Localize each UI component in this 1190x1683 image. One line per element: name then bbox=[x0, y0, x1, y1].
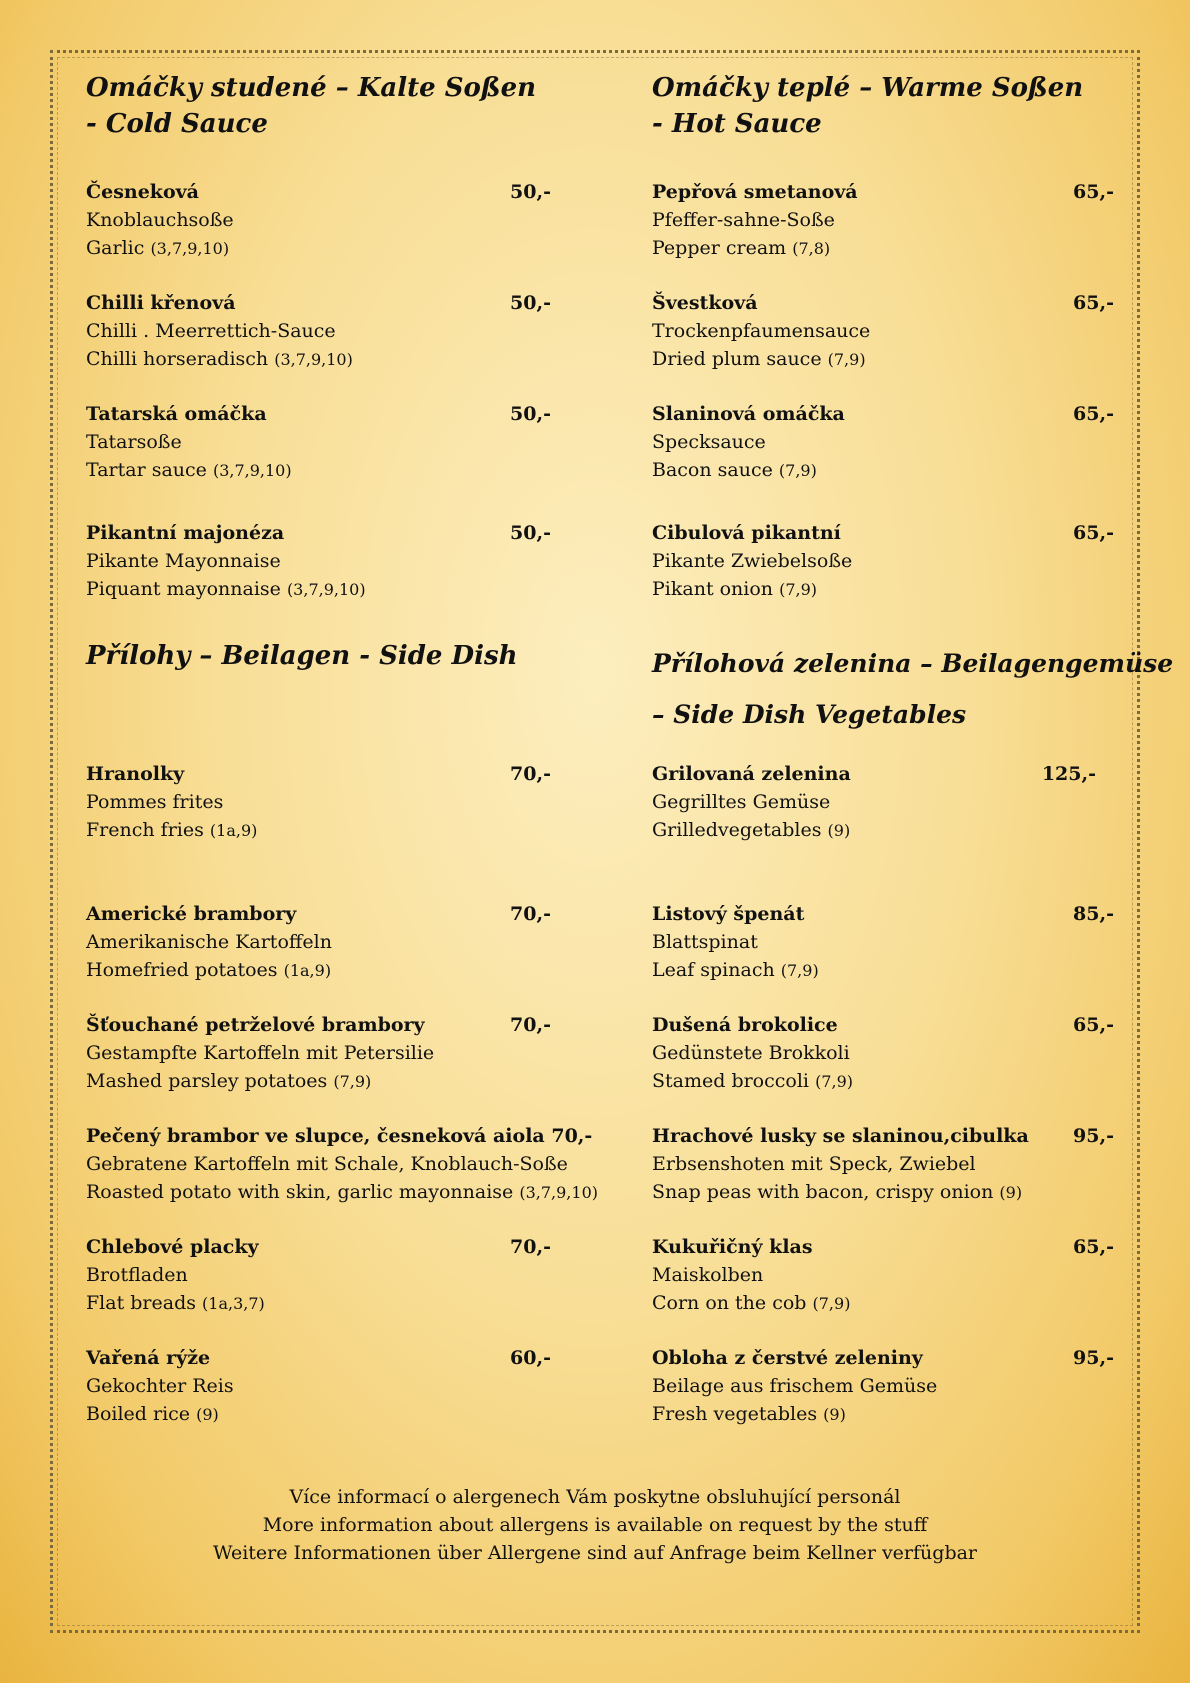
menu-item bbox=[652, 1122, 1114, 1207]
item-allergens: (3,7,9,10) bbox=[212, 461, 292, 480]
item-allergens: (1a,9) bbox=[209, 821, 258, 840]
item-german: Pikante Zwiebelsoße bbox=[652, 550, 853, 572]
item-price: 65,- bbox=[1073, 1236, 1114, 1258]
item-english: Chilli horseradisch bbox=[86, 348, 269, 370]
allergen-footer bbox=[0, 1483, 1190, 1567]
hot-sauce-heading bbox=[652, 70, 1114, 142]
item-price: 50,- bbox=[510, 403, 551, 425]
item-price: 125,- bbox=[1041, 763, 1096, 785]
item-english: French fries bbox=[86, 819, 204, 841]
menu-item bbox=[86, 900, 551, 985]
item-german: Gedünstete Brokkoli bbox=[652, 1042, 850, 1064]
item-name: Grilovaná zelenina bbox=[652, 763, 851, 785]
item-price: 50,- bbox=[510, 292, 551, 314]
item-english: Piquant mayonnaise bbox=[86, 578, 281, 600]
item-name: Chilli křenová bbox=[86, 292, 236, 314]
item-allergens: (9) bbox=[999, 1183, 1023, 1202]
item-price: 60,- bbox=[510, 1347, 551, 1369]
item-name: Pepřová smetanová bbox=[652, 181, 858, 203]
cold-sauce-heading bbox=[86, 70, 551, 142]
item-allergens: (3,7,9,10) bbox=[519, 1183, 598, 1202]
item-german: Brotfladen bbox=[86, 1264, 188, 1286]
hot-sauce-title-line2: - Hot Sauce bbox=[652, 109, 822, 139]
item-allergens: (9) bbox=[196, 1405, 219, 1424]
item-allergens: (1a,3,7) bbox=[202, 1294, 265, 1313]
item-name: Pečený brambor ve slupce, česneková aiola bbox=[86, 1125, 545, 1147]
vegetables-heading bbox=[652, 638, 1174, 740]
item-english: Fresh vegetables bbox=[652, 1403, 818, 1425]
menu-item bbox=[86, 1344, 551, 1429]
item-name: Chlebové placky bbox=[86, 1236, 259, 1258]
item-german: Pommes frites bbox=[86, 791, 224, 813]
item-allergens: (9) bbox=[827, 821, 851, 840]
cold-sauce-title-line1: Omáčky studené – Kalte Soßen bbox=[86, 73, 537, 103]
item-english: Grilledvegetables bbox=[652, 819, 822, 841]
item-german: Beilage aus frischem Gemüse bbox=[652, 1375, 938, 1397]
item-allergens: (7,9) bbox=[812, 1294, 851, 1313]
menu-item bbox=[86, 178, 551, 263]
item-german: Knoblauchsoße bbox=[86, 209, 234, 231]
item-price: 95,- bbox=[1073, 1125, 1114, 1147]
item-german: Gebratene Kartoffeln mit Schale, Knoblauch-Soße bbox=[86, 1153, 568, 1175]
item-price: 70,- bbox=[510, 763, 551, 785]
item-name: Česneková bbox=[86, 181, 199, 203]
item-allergens: (7,9) bbox=[815, 1072, 853, 1091]
item-allergens: (3,7,9,10) bbox=[274, 350, 353, 369]
side-dish-heading bbox=[86, 638, 551, 674]
side-dish-title: Přílohy – Beilagen - Side Dish bbox=[86, 641, 518, 671]
item-english: Stamed broccoli bbox=[652, 1070, 810, 1092]
item-name: Cibulová pikantní bbox=[652, 522, 841, 544]
item-english: Pepper cream bbox=[652, 237, 787, 259]
menu-item bbox=[86, 289, 551, 374]
item-english: Bacon sauce bbox=[652, 459, 773, 481]
item-german: Maiskolben bbox=[652, 1264, 764, 1286]
menu-item bbox=[86, 760, 551, 845]
item-german: Specksauce bbox=[652, 431, 766, 453]
item-price: 65,- bbox=[1073, 181, 1114, 203]
item-german: Erbsenshoten mit Speck, Zwiebel bbox=[652, 1153, 976, 1175]
item-price: 65,- bbox=[1073, 522, 1114, 544]
hot-sauce-title-line1: Omáčky teplé – Warme Soßen bbox=[652, 73, 1084, 103]
item-allergens: (7,9) bbox=[778, 461, 817, 480]
item-name: Hranolky bbox=[86, 763, 185, 785]
item-name: Vařená rýže bbox=[86, 1347, 211, 1369]
item-english: Mashed parsley potatoes bbox=[86, 1070, 328, 1092]
item-price: 65,- bbox=[1073, 292, 1114, 314]
menu-item bbox=[652, 519, 1114, 604]
item-english: Flat breads bbox=[86, 1292, 196, 1314]
item-name: Obloha z čerstvé zeleniny bbox=[652, 1347, 923, 1369]
item-price: 50,- bbox=[510, 181, 551, 203]
item-german: Pikante Mayonnaise bbox=[86, 550, 281, 572]
vegetables-title-line2: – Side Dish Vegetables bbox=[652, 700, 967, 729]
item-german: Chilli . Meerrettich-Sauce bbox=[86, 320, 336, 342]
item-name: Tatarská omáčka bbox=[86, 403, 267, 425]
item-price: 70,- bbox=[551, 1125, 593, 1147]
item-allergens: (7,9) bbox=[333, 1072, 372, 1091]
footer-line-german: Weitere Informationen über Allergene sind auf Anfrage beim Kellner verfügbar bbox=[212, 1542, 978, 1564]
menu-item bbox=[86, 400, 551, 485]
item-german: Gestampfte Kartoffeln mit Petersilie bbox=[86, 1042, 435, 1064]
item-price: 70,- bbox=[510, 1236, 551, 1258]
item-price: 70,- bbox=[510, 1014, 551, 1036]
item-name: Listový špenát bbox=[652, 903, 805, 925]
item-english: Roasted potato with skin, garlic mayonnaise bbox=[86, 1181, 514, 1203]
item-allergens: (1a,9) bbox=[283, 961, 332, 980]
item-english: Boiled rice bbox=[86, 1403, 191, 1425]
item-english: Homefried potatoes bbox=[86, 959, 278, 981]
item-english: Snap peas with bacon, crispy onion bbox=[652, 1181, 994, 1203]
item-allergens: (7,9) bbox=[780, 961, 819, 980]
item-allergens: (7,9) bbox=[827, 350, 866, 369]
item-price: 65,- bbox=[1073, 1014, 1114, 1036]
cold-sauce-title-line2: - Cold Sauce bbox=[86, 109, 268, 139]
item-english: Garlic bbox=[86, 237, 145, 259]
item-english: Leaf spinach bbox=[652, 959, 775, 981]
menu-item bbox=[652, 400, 1114, 485]
item-english: Pikant onion bbox=[652, 578, 774, 600]
footer-line-english: More information about allergens is available on request by the stuff bbox=[262, 1514, 928, 1536]
item-allergens: (7,9) bbox=[779, 580, 818, 599]
item-english: Tartar sauce bbox=[86, 459, 207, 481]
item-allergens: (7,8) bbox=[792, 239, 831, 258]
menu-item bbox=[652, 760, 1096, 845]
menu-item bbox=[652, 289, 1114, 374]
menu-item bbox=[652, 178, 1114, 263]
item-price: 70,- bbox=[510, 903, 551, 925]
item-name-with-price bbox=[86, 1122, 591, 1150]
item-name: Šťouchané petrželové brambory bbox=[86, 1014, 425, 1036]
item-name: Americké brambory bbox=[86, 903, 297, 925]
item-german: Blattspinat bbox=[652, 931, 758, 953]
menu-item bbox=[652, 900, 1114, 985]
menu-item bbox=[86, 1233, 551, 1318]
item-german: Gegrilltes Gemüse bbox=[652, 791, 831, 813]
item-name: Hrachové lusky se slaninou,cibulka bbox=[652, 1125, 1029, 1147]
item-name: Dušená brokolice bbox=[652, 1014, 838, 1036]
menu-item bbox=[652, 1344, 1114, 1429]
menu-item bbox=[652, 1011, 1114, 1096]
item-german: Tatarsoße bbox=[86, 431, 182, 453]
footer-line-czech: Více informací o alergenech Vám poskytne obsluhující personál bbox=[289, 1486, 901, 1508]
item-price: 65,- bbox=[1073, 403, 1114, 425]
menu-item bbox=[652, 1233, 1114, 1318]
item-price: 95,- bbox=[1073, 1347, 1114, 1369]
menu-item bbox=[86, 1011, 551, 1096]
item-german: Amerikanische Kartoffeln bbox=[86, 931, 332, 953]
vegetables-title-line1: Přílohová zelenina – Beilagengemüse bbox=[652, 649, 1174, 678]
item-price: 85,- bbox=[1073, 903, 1114, 925]
item-name: Švestková bbox=[652, 292, 758, 314]
item-german: Pfeffer-sahne-Soße bbox=[652, 209, 835, 231]
item-name: Pikantní majonéza bbox=[86, 522, 285, 544]
item-english: Corn on the cob bbox=[652, 1292, 807, 1314]
item-allergens: (3,7,9,10) bbox=[286, 580, 366, 599]
item-name: Slaninová omáčka bbox=[652, 403, 845, 425]
menu-item bbox=[86, 519, 551, 604]
item-allergens: (3,7,9,10) bbox=[150, 239, 230, 258]
item-english: Dried plum sauce bbox=[652, 348, 822, 370]
item-name: Kukuřičný klas bbox=[652, 1236, 813, 1258]
item-german: Gekochter Reis bbox=[86, 1375, 234, 1397]
item-allergens: (9) bbox=[823, 1405, 846, 1424]
menu-item bbox=[86, 1122, 598, 1207]
item-price: 50,- bbox=[510, 522, 551, 544]
item-german: Trockenpfaumensauce bbox=[652, 320, 871, 342]
